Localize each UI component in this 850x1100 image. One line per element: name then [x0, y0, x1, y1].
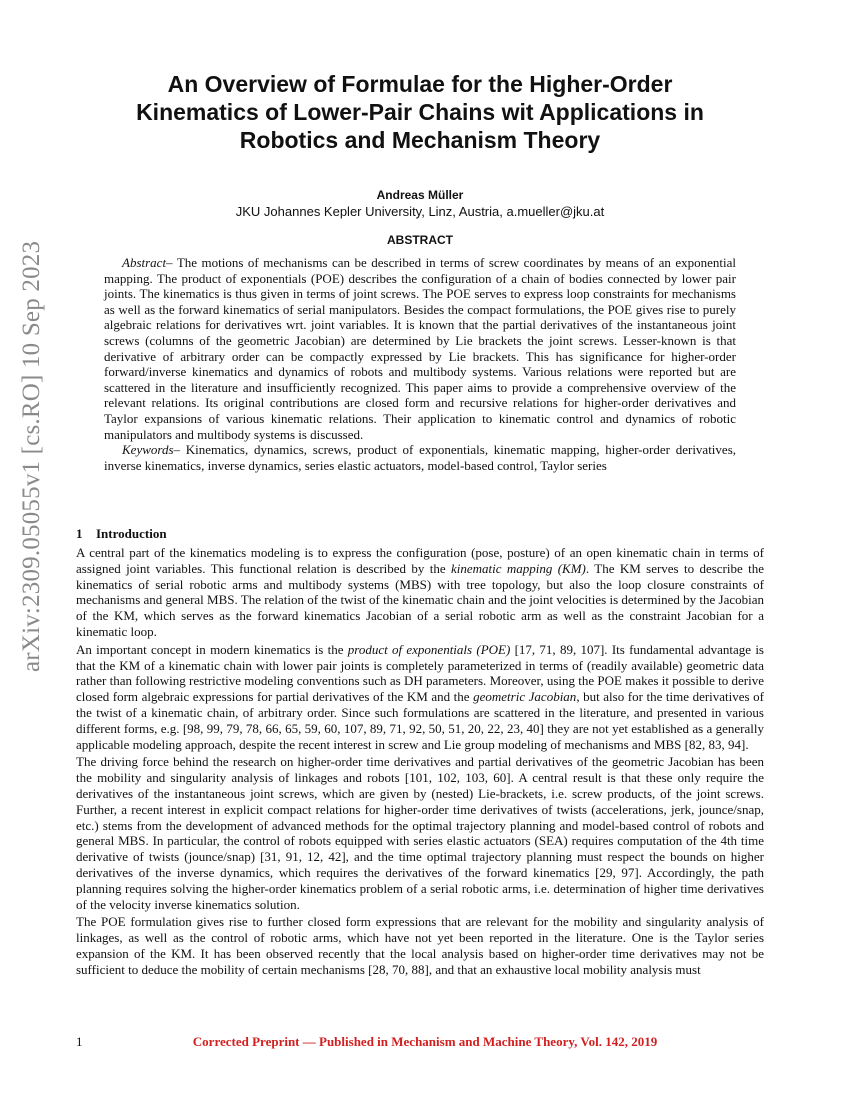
introduction-body	[76, 545, 764, 980]
keywords-text: Kinematics, dynamics, screws, product of exponentials, kinematic mapping, higher-order derivatives, inverse kinematics, inverse dynamics, series elastic actuators, model-based control, Taylor series	[104, 442, 737, 473]
keywords-label: Keywords–	[122, 442, 181, 458]
section-title: Introduction	[96, 526, 167, 541]
paragraph-text: An important concept in modern kinematics is the	[76, 641, 348, 657]
section-heading	[76, 526, 167, 542]
author-name: Andreas Müller	[376, 188, 464, 202]
abstract-label: Abstract–	[122, 255, 173, 270]
section-number: 1	[76, 526, 83, 541]
emphasis-text: geometric Jacobian	[473, 689, 577, 705]
abstract-section	[104, 255, 736, 473]
paragraph: The POE formulation gives rise to further closed form expressions that are relevant for the mobility and singularity analysis of linkages, as well as the control of robotic arms, which have not yet been reported in the literature. One is the Taylor series expansion of the KM. It has been observed recently that the local analysis based on higher-order time derivatives may not be sufficient to deduce the mobility of certain mechanisms [28, 70, 88], and that an exhaustive local mobility analysis must	[76, 914, 764, 977]
publication-note: Corrected Preprint — Published in Mechanism and Machine Theory, Vol. 142, 2019	[192, 1034, 658, 1049]
paragraph	[76, 545, 764, 640]
paragraph-text: . The KM serves to describe the kinematics of serial robotic arms and multibody systems (MBS) with tree topology, but also the loop closure constraints of mechanisms and general MBS. The relation of the twist of the kinematic chain and the joint velocities is determined by the Jacobian of the KM, which serves as the forward kinematics Jacobian of a serial robotic arm as well as the constraint Jacobian for a kinematic loop.	[76, 560, 764, 639]
emphasis-text: product of exponentials (POE)	[347, 641, 511, 657]
abstract-paragraph	[104, 255, 736, 442]
paragraph	[76, 642, 764, 753]
paragraph: The driving force behind the research on higher-order time derivatives and partial derivatives of the geometric Jacobian has been the mobility and singularity analysis of linkages and robots [101, 102, 103, 60]. A central result is that these only require the derivatives of the instantaneous joint screws, which are given by (nested) Lie-brackets, i.e. screw products, of the joint screws. Further, a recent interest in explicit compact relations for higher-order time derivatives of twists (accelerations, jerk, jounce/snap, etc.) stems from the development of advanced methods for the optimal trajectory planning and model-based control of robots and general MBS. In particular, the control of robots equipped with series elastic actuators (SEA) requires computation of the 4th time derivative of twists (jounce/snap) [31, 91, 12, 42], and the time optimal trajectory planning must respect the bounds on higher derivatives of the inverse dynamics, which requires the derivatives of the forward kinematics [29, 97]. Accordingly, the path planning requires solving the higher-order kinematics problem of a serial robotic arms, i.e. determination of higher time derivatives of the velocity inverse kinematics solution.	[76, 754, 764, 912]
paragraph-text: A central part of the kinematics modeling is to express the configuration (pose, posture) of an open kinematic chain in terms of assigned joint variables. This functional relation is described by the	[76, 545, 764, 576]
keywords-paragraph	[104, 442, 736, 473]
emphasis-text: kinematic mapping (KM)	[450, 560, 586, 576]
abstract-heading: ABSTRACT	[387, 233, 453, 247]
page-number: 1	[76, 1034, 83, 1049]
arxiv-identifier-stamp: arXiv:2309.05055v1 [cs.RO] 10 Sep 2023	[18, 240, 45, 672]
paragraph-text: , but also for the time derivatives of the twist of a kinematic chain, of arbitrary order. Since such formulations are scattered in the literature, and presented in various different forms, e.g. [98, 99, 79, 78, 66, 65, 59, 60, 107, 89, 71, 92, 50, 51, 20, 22, 23, 40] they are not yet established as a generally applicable modeling approach, despite the recent interest in screw and Lie group modeling of mechanisms and MBS [82, 83, 94].	[76, 689, 764, 752]
paper-title: An Overview of Formulae for the Higher-Order Kinematics of Lower-Pair Chains wit Applications in Robotics and Mechanism Theory	[136, 71, 704, 153]
paragraph-text: [17, 71, 89, 107]. Its fundamental advantage is that the KM of a kinematic chain with lower pair joints is completely parameterized in terms of (readily available) geometric data rather than following restrictive modeling conventions such as DH parameters. Moreover, using the POE makes it possible to derive closed form algebraic expressions for partial derivatives of the KM and the	[76, 641, 764, 705]
author-affiliation: JKU Johannes Kepler University, Linz, Austria, a.mueller@jku.at	[235, 204, 605, 219]
abstract-text: The motions of mechanisms can be described in terms of screw coordinates by means of an exponential mapping. The product of exponentials (POE) describes the configuration of a chain of bodies connected by lower pair joints. The kinematics is thus given in terms of joint screws. The POE serves to express loop constraints for mechanisms as well as the forward kinematics of serial manipulators. Besides the compact formulations, the POE gives rise to purely algebraic relations for derivatives wrt. joint variables. It is known that the partial derivatives of the instantaneous joint screws (columns of the geometric Jacobian) are determined by Lie brackets the joint screws. Lesser-known is that derivative of arbitrary order can be compactly expressed by Lie brackets. This has significance for higher-order forward/inverse kinematics and dynamics of robots and multibody systems. Various relations were reported but are scattered in the literature and insufficiently recognized. This paper aims to provide a comprehensive overview of the relevant relations. Its original contributions are closed form and recursive relations for higher-order derivatives and Taylor expansions of various kinematic relations. Their application to kinematic control and dynamics of robotic manipulators and multibody systems is discussed.	[104, 255, 737, 442]
